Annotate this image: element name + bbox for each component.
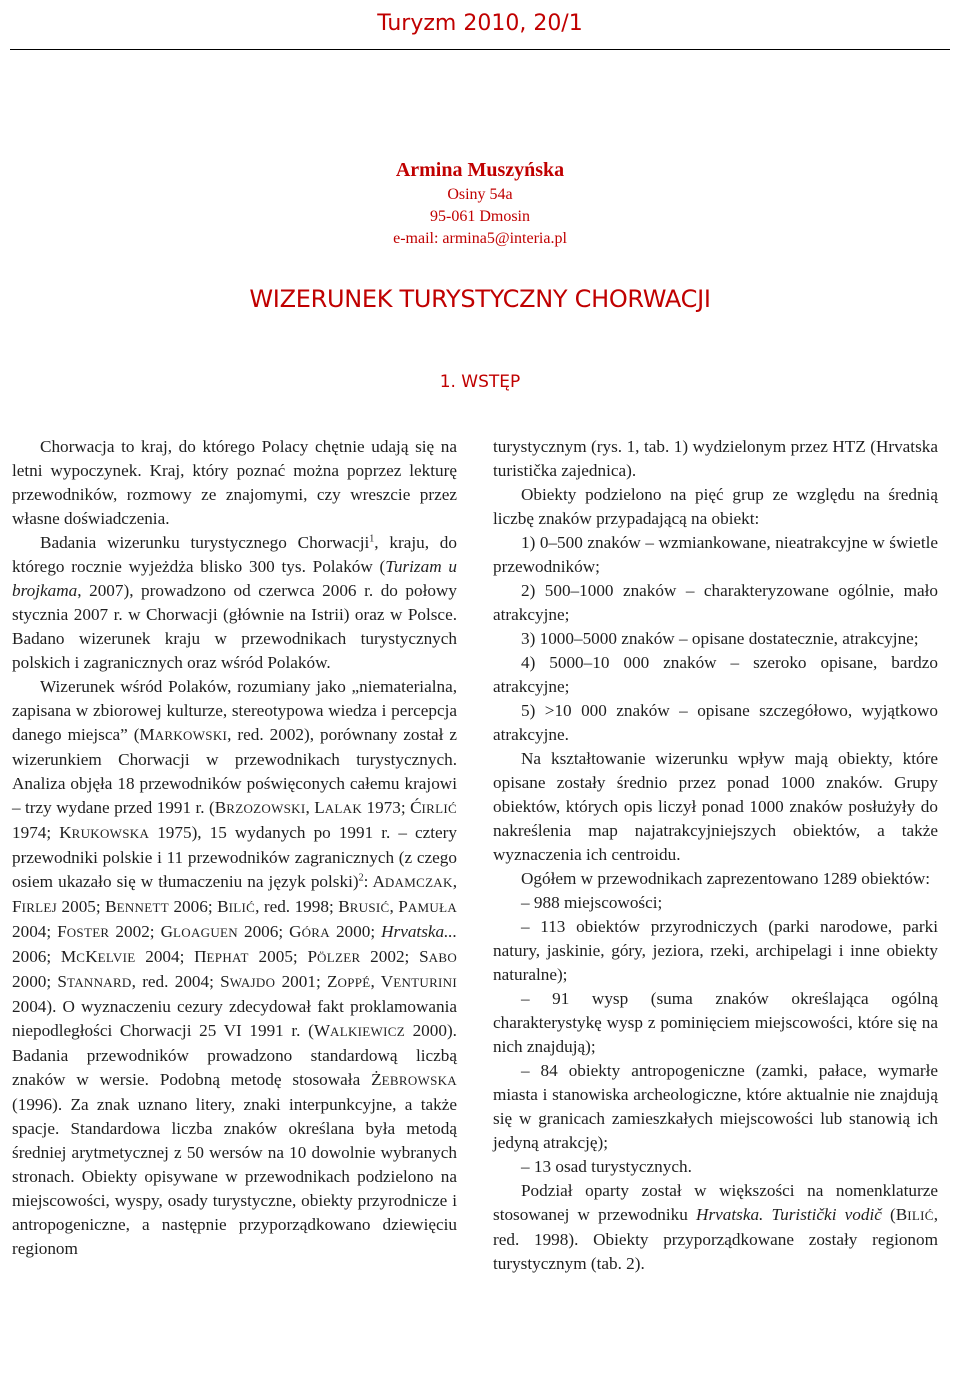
footnote-ref: 2 [358, 872, 364, 884]
paragraph: Ogółem w przewodnikach zaprezentowano 1289 obiektów: [521, 869, 931, 888]
author-address-city: 95-061 Dmosin [430, 208, 530, 225]
paragraph: Badania wizerunku turystycznego Chorwacji$^1$, kraju, do którego rocznie wyjeżdża blisko 300 tys. Polaków (Turizam u brojkama, 2007), prowadzono od czerwca 2006 r. do połowy stycznia 2007 r. w Chorwacji (głównie na Istrii) oraz w Polsce. Badano wizerunek kraju w przewodnikach turystycznych polskich i zagranicznych oraz wśród Polaków. [12, 533, 457, 672]
right-column [493, 435, 938, 1276]
paragraph: Obiekty podzielono na pięć grup ze względu na średnią liczbę znaków przypadającą na obiekt: [493, 485, 938, 528]
list-item: – 13 osad turystycznych. [521, 1157, 692, 1176]
list-item: 2) 500–1000 znaków – charakteryzowane ogólnie, mało atrakcyjne; [493, 581, 938, 624]
left-column [12, 435, 457, 1261]
paragraph: Na kształtowanie wizerunku wpływ mają obiekty, które opisane zostały średnio przez ponad 1000 znaków. Grupy obiektów, których opis liczył ponad 1000 znaków posłużyły do nakreślenia map najatrakcyjniejszych obiektów, a także wyznaczenia ich centroidu. [493, 749, 938, 864]
author-email: e-mail: armina5@interia.pl [393, 230, 567, 247]
list-item: – 113 obiektów przyrodniczych (parki narodowe, parki natury, jaskinie, góry, jeziora, rzeki, archipelagi i inne obiekty naturalne); [493, 917, 938, 984]
list-item: 4) 5000–10 000 znaków – szeroko opisane, bardzo atrakcyjne; [493, 653, 938, 696]
header-rule [10, 49, 950, 50]
author-address-street: Osiny 54a [447, 186, 513, 203]
paragraph: turystycznym (rys. 1, tab. 1) wydzielonym przez HTZ (Hrvatska turistička zajednica). [493, 437, 938, 480]
journal-header: Turyzm 2010, 20/1 [377, 11, 583, 36]
author-name: Armina Muszyńska [395, 159, 565, 181]
list-item: 3) 1000–5000 znaków – opisane dostatecznie, atrakcyjne; [521, 629, 919, 648]
paragraph: Chorwacja to kraj, do którego Polacy chętnie udają się na letni wypoczynek. Kraj, który poznać można poprzez lekturę przewodników, rozmowy ze znajomymi, czy wreszcie przez własne doświadczenia. [12, 437, 457, 528]
list-item: 1) 0–500 znaków – wzmiankowane, nieatrakcyjne w świetle przewodników; [493, 533, 938, 576]
paragraph: Podział oparty został w większości na nomenklaturze stosowanej w przewodniku Hrvatska. Turistički vodič (BILIĆ, red. 1998). Obiekty przyporządkowane zostały regionom turystycznym (tab. 2). [493, 1181, 938, 1273]
article-title: WIZERUNEK TURYSTYCZNY CHORWACJI [249, 285, 711, 313]
footnote-ref: 1 [369, 533, 375, 545]
list-item: – 84 obiekty antropogeniczne (zamki, pałace, wymarłe miasta i stanowiska archeologiczne, które aktualnie nie znajdują się w granicach zamieszkałych miejscowości lub stanowią ich jedyną atrakcję); [493, 1061, 938, 1152]
list-item: 5) >10 000 znaków – opisane szczegółowo, wyjątkowo atrakcyjne. [493, 701, 938, 744]
section-heading: 1. WSTĘP [439, 372, 521, 392]
list-item: – 988 miejscowości; [521, 893, 663, 912]
author-block [0, 156, 960, 250]
list-item: – 91 wysp (suma znaków określająca ogólną charakterystykę wysp z pominięciem miejscowości, które się na nich znajdują); [493, 989, 938, 1056]
paragraph: Wizerunek wśród Polaków, rozumiany jako „niematerialna, zapisana w zbiorowej kulturze, stereotypowa wiedza i percepcja danego miejsca” (MARKOWSKI, red. 2002), porównany został z wizerunkiem Chorwacji w przewodnikach turystycznych. Analiza objęła 18 przewodników poświęconych całemu krajowi – trzy wydane przed 1991 r. (BRZOZOWSKI, LALAK 1973; ĆIRLIĆ 1974; KRUKOWSKA 1975), 15 wydanych po 1991 r. – cztery przewodniki polskie i 11 przewodników zagranicznych (z czego osiem ukazało się w tłumaczeniu na język polski)$^2$: ADAMCZAK, FIRLEJ 2005; BENNETT 2006; BILIĆ, red. 1998; BRUSIĆ, PAMUŁA 2004; FOSTER 2002; GLOAGUEN 2006; GÓRA 2000; Hrvatska... 2006; MCKELVIE 2004; ПЕРНАТ 2005; PÖLZER 2002; SABO 2000; STANNARD, red. 2004; SWAJDO 2001; ZOPPÉ, VENTURINI 2004). O wyznaczeniu cezury zdecydował fakt proklamowania niepodległości Chorwacji 25 VI 1991 r. (WALKIEWICZ 2000). Badania przewodników prowadzono standardową liczbą znaków w wersie. Podobną metodę stosowała ŻEBROWSKA (1996). Za znak uznano litery, znaki interpunkcyjne, a także spacje. Standardowa liczba znaków określana była metodą średniej arytmetycznej z 50 wersów na 10 dowolnie wybranych stronach. Obiekty opisywane w przewodnikach podzielono na miejscowości, wyspy, osady turystyczne, obiekty przyrodnicze i antropogeniczne, a następnie przyporządkowano dziewięciu regionom [12, 677, 458, 1258]
